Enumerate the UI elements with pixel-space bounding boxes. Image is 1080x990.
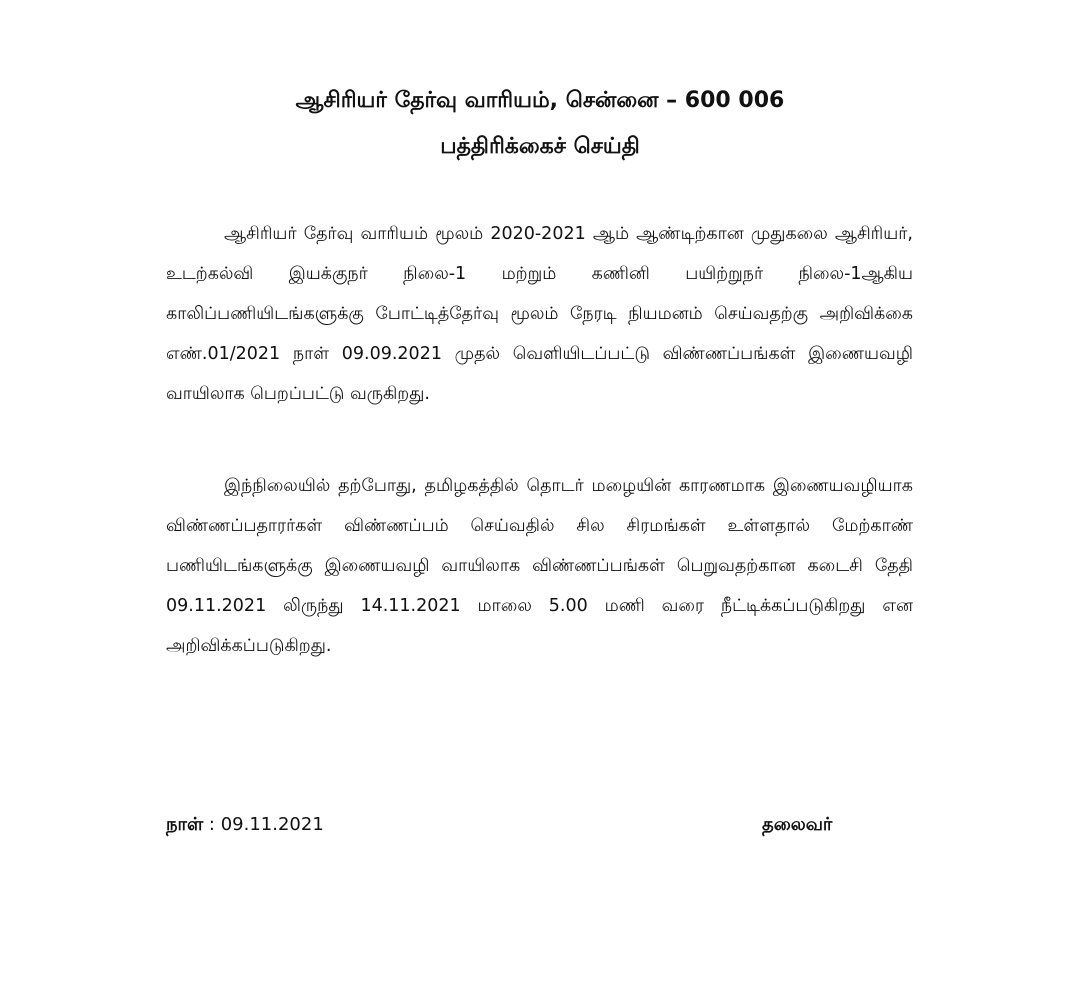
- date-label: நாள்: [166, 814, 204, 835]
- organization-title: ஆசிரியர் தேர்வு வாரியம், சென்னை – 600 006: [295, 88, 785, 113]
- paragraph-2: [166, 466, 913, 666]
- date-value: 09.11.2021: [220, 814, 324, 835]
- paragraph-1: [166, 214, 913, 414]
- paragraph-1-text: ஆசிரியர் தேர்வு வாரியம் மூலம் 2020-2021 ஆம் ஆண்டிற்கான முதுகலை ஆசிரியர், உடற்கல்வி இயக்குநர் நிலை-1 மற்றும் கணினி பயிற்றுநர் நிலை-1ஆகிய காலிப்பணியிடங்களுக்கு போட்டித்தேர்வு மூலம் நேரடி நியமனம் செய்வதற்கு அறிவிக்கை எண்.01/2021 நாள் 09.09.2021 முதல் வெளியிடப்பட்டு விண்ணப்பங்கள் இணையவழி வாயிலாக பெறப்பட்டு வருகிறது.: [166, 224, 913, 404]
- press-release-title: பத்திரிக்கைச் செய்தி: [440, 134, 640, 159]
- signature-title: தலைவர்: [762, 814, 833, 835]
- date-separator: :: [203, 814, 221, 835]
- paragraph-2-text: இந்நிலையில் தற்போது, தமிழகத்தில் தொடர் மழையின் காரணமாக இணையவழியாக விண்ணப்பதாரர்கள் விண்ணப்பம் செய்வதில் சில சிரமங்கள் உள்ளதால் மேற்காண் பணியிடங்களுக்கு இணையவழி வாயிலாக விண்ணப்பங்கள் பெறுவதற்கான கடைசி தேதி 09.11.2021 லிருந்து 14.11.2021 மாலை 5.00 மணி வரை நீட்டிக்கப்படுகிறது என அறிவிக்கப்படுகிறது.: [166, 476, 913, 656]
- date-line: [166, 810, 324, 840]
